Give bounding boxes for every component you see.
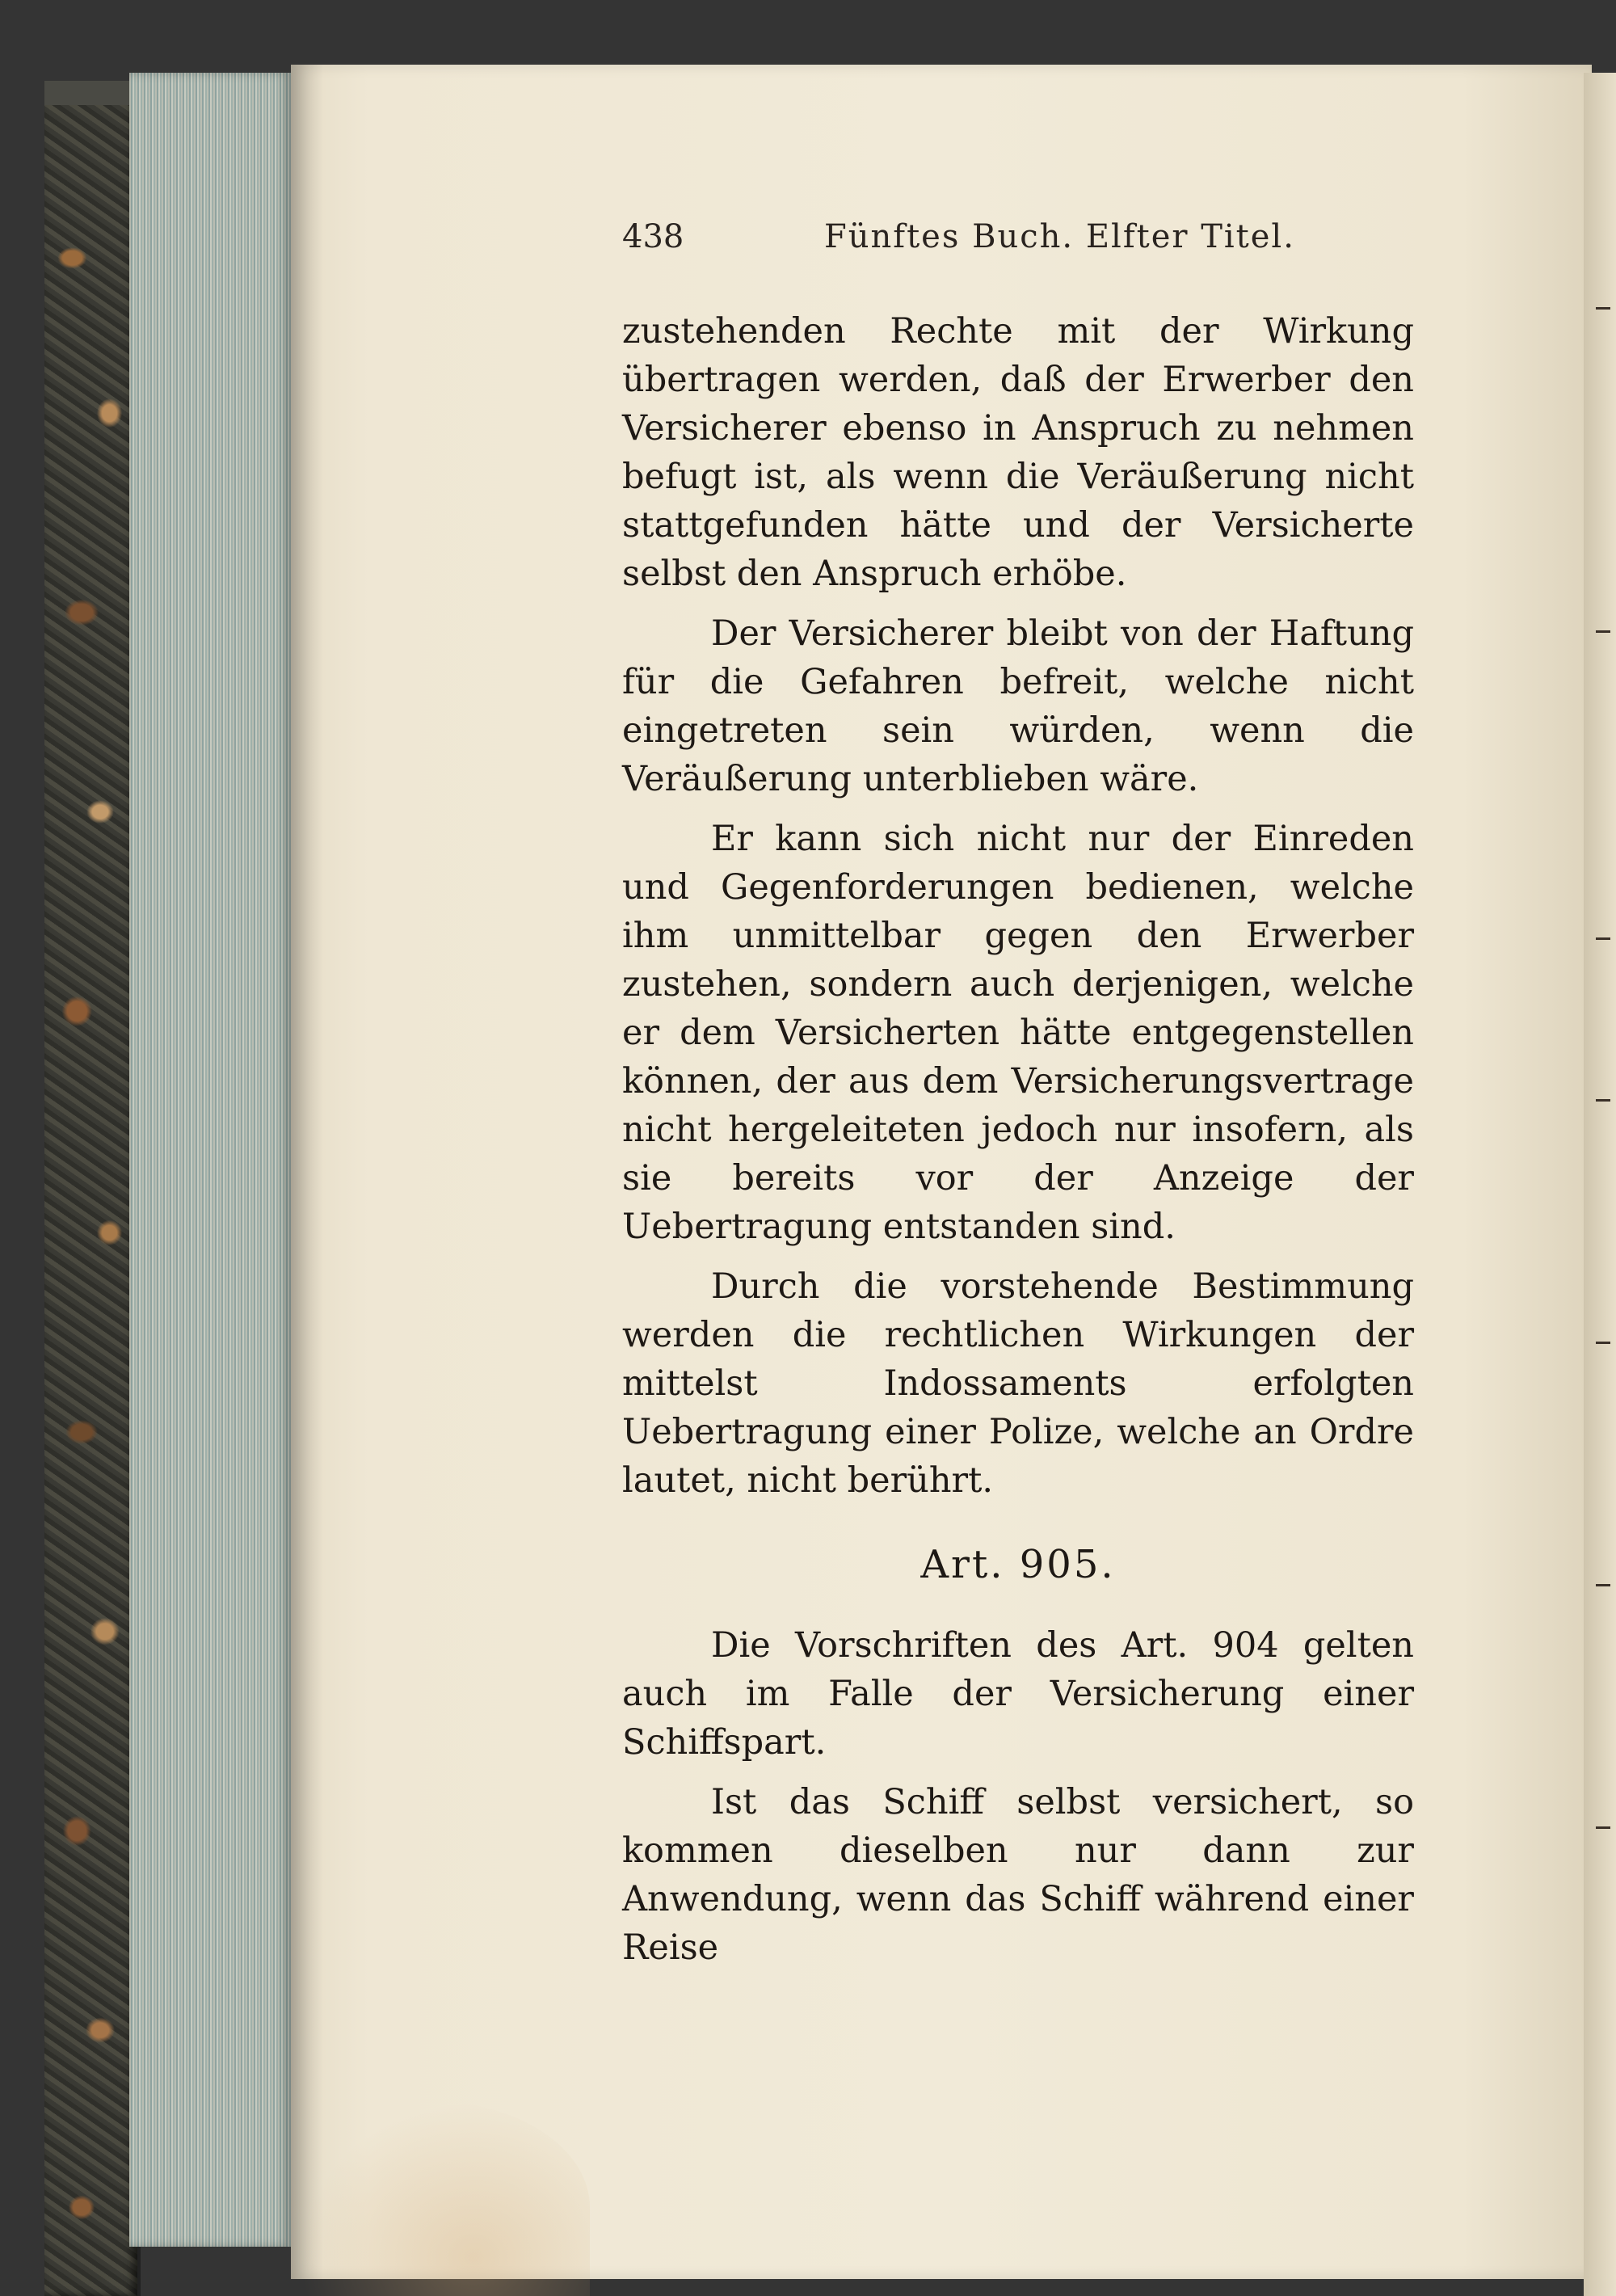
- paragraph: Durch die vorstehende Bestimmung werden die rechtlichen Wirkungen der mittelst Indossaments erfolgten Uebertragung einer Polize, welche an Ordre lautet, nicht berührt.: [622, 1266, 1414, 1501]
- cover-edge: [44, 81, 137, 105]
- paragraph: Ist das Schiff selbst versichert, so kommen dieselben nur dann zur Anwendung, wenn das Schiff während einer Reise: [622, 1782, 1414, 1968]
- page-block-edge: [129, 73, 291, 2247]
- page-number: 438: [622, 218, 684, 255]
- paragraph: Der Versicherer bleibt von der Haftung für die Gefahren befreit, welche nicht eingetreten sein würden, wenn die Veräußerung unterblieben wäre.: [622, 613, 1414, 799]
- marbled-cover: [44, 81, 141, 2296]
- paragraph: Er kann sich nicht nur der Einreden und Gegenforderungen bedienen, welche ihm unmittelbar gegen den Erwerber zustehen, sondern auch derjenigen, welche er dem Versicherten hätte entgegenstellen können, der aus dem Versicherungsvertrage nicht hergeleiteten jedoch nur insofern, als sie bereits vor der Anzeige der Uebertragung entstanden sind.: [622, 819, 1414, 1247]
- article-heading: Art. 905.: [920, 1542, 1116, 1587]
- page-body: [622, 307, 1414, 1983]
- paragraph: zustehenden Rechte mit der Wirkung übertragen werden, daß der Erwerber den Versicherer ebenso in Anspruch zu nehmen befugt ist, als wenn die Veräußerung nicht stattgefunden hätte und der Versicherte selbst den Anspruch erhöbe.: [622, 311, 1414, 594]
- page-header: [622, 218, 1430, 255]
- running-head: Fünftes Buch. Elfter Titel.: [824, 218, 1295, 255]
- show-through-marks: [1596, 242, 1612, 1859]
- paragraph: Die Vorschriften des Art. 904 gelten auch im Falle der Versicherung einer Schiffspart.: [622, 1625, 1414, 1763]
- gutter-shadow: [291, 65, 323, 2279]
